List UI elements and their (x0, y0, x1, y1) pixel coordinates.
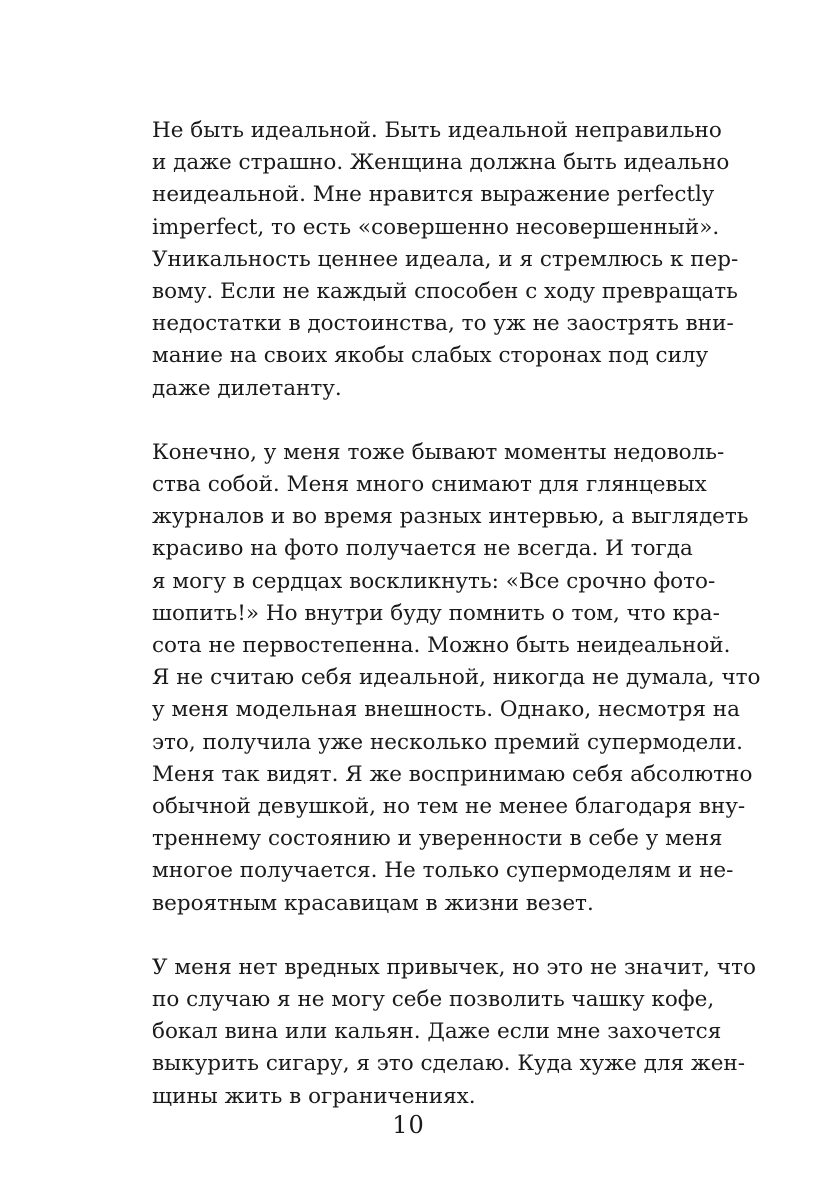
text-line: imperfect, то есть «совершенно несовершенный». (152, 214, 720, 240)
text-line: вероятным красавицам в жизни везет. (152, 890, 594, 916)
text-line: Не быть идеальной. Быть идеальной неправильно (152, 118, 722, 143)
text-line: неидеальной. Мне нравится выражение perfectly (152, 182, 715, 208)
text-line: треннему состоянию и уверенности в себе у меня (152, 826, 723, 852)
text-line: и даже страшно. Женщина должна быть идеально (152, 150, 730, 176)
text-line: я могу в сердцах воскликнуть: «Все срочно фото- (152, 568, 716, 594)
text-line: шопить!» Но внутри буду помнить о том, что кра- (152, 600, 720, 626)
body-text (152, 115, 761, 1113)
paragraph-3 (152, 952, 756, 1113)
text-line: Уникальность ценнее идеала, и я стремлюсь к пер- (152, 246, 739, 272)
text-line: по случаю я не могу себе позволить чашку кофе, (152, 987, 715, 1013)
text-line: многое получается. Не только супермоделям и не- (152, 858, 734, 884)
text-line: у меня модельная внешность. Однако, несмотря на (152, 697, 740, 723)
text-line: Меня так видят. Я же воспринимаю себя абсолютно (152, 761, 753, 787)
text-line: красиво на фото получается не всегда. И тогда (152, 536, 693, 562)
page-number: 10 (392, 1111, 425, 1139)
text-line: это, получила уже несколько премий супермодели. (152, 729, 744, 755)
text-line: недостатки в достоинства, то уж не заострять вни- (152, 311, 734, 337)
text-line: сота не первостепенна. Можно быть неидеальной. (152, 633, 731, 659)
text-line: бокал вина или кальян. Даже если мне захочется (152, 1019, 722, 1045)
text-line: журналов и во время разных интервью, а выглядеть (152, 504, 749, 530)
text-line: обычной девушкой, но тем не менее благодаря вну- (152, 794, 746, 820)
text-line: мание на своих якобы слабых сторонах под силу (152, 343, 709, 369)
paragraph-1 (152, 115, 739, 405)
text-line: вому. Если не каждый способен с ходу превращать (152, 279, 738, 305)
text-line: Я не считаю себя идеальной, никогда не думала, что (152, 665, 761, 691)
text-line: выкурить сигару, я это сделаю. Куда хуже для жен- (152, 1051, 746, 1077)
text-line: Конечно, у меня тоже бывают моменты недоволь- (152, 439, 725, 465)
text-line: щины жить в ограничениях. (152, 1083, 476, 1109)
text-line: У меня нет вредных привычек, но это не значит, что (152, 954, 756, 980)
text-line: даже дилетанту. (152, 375, 342, 401)
paragraph-2 (152, 437, 761, 920)
text-line: ства собой. Меня много снимают для глянцевых (152, 472, 707, 498)
